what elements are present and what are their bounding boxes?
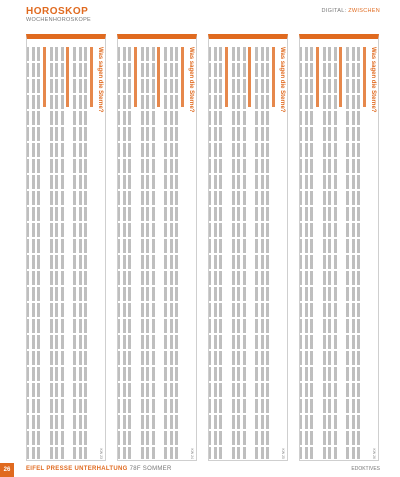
card-week: KW 25 (281, 448, 285, 459)
digital-prefix: DIGITAL: (321, 8, 347, 14)
horoscope-card (117, 34, 197, 461)
card-week: KW 26 (372, 448, 376, 459)
page-footer (0, 463, 400, 477)
card-title: Was sagen die Sterne? (279, 47, 285, 113)
horoscope-cards (26, 34, 380, 461)
page-header (26, 6, 380, 28)
card-title: Was sagen die Sterne? (97, 47, 103, 113)
publication-season: 78F SOMMER (129, 466, 172, 472)
card-title: Was sagen die Sterne? (370, 47, 376, 113)
publication-title: EIFEL PRESSE UNTERHALTUNG (26, 466, 128, 472)
horoscope-card (299, 34, 379, 461)
card-title: Was sagen die Sterne? (188, 47, 194, 113)
section-subtitle: WOCHENHOROSKOPE (26, 17, 92, 23)
site-label: EDOKTIVES (351, 466, 380, 472)
card-week: KW 23 (99, 448, 103, 459)
section-title: HOROSKOP (26, 6, 89, 17)
digital-label (322, 8, 380, 14)
page-number: 26 (0, 463, 14, 477)
horoscope-card (26, 34, 106, 461)
publication-name (26, 466, 172, 472)
digital-highlight: ZWISCHEN (348, 8, 380, 14)
card-week: KW 24 (190, 448, 194, 459)
horoscope-card (208, 34, 288, 461)
